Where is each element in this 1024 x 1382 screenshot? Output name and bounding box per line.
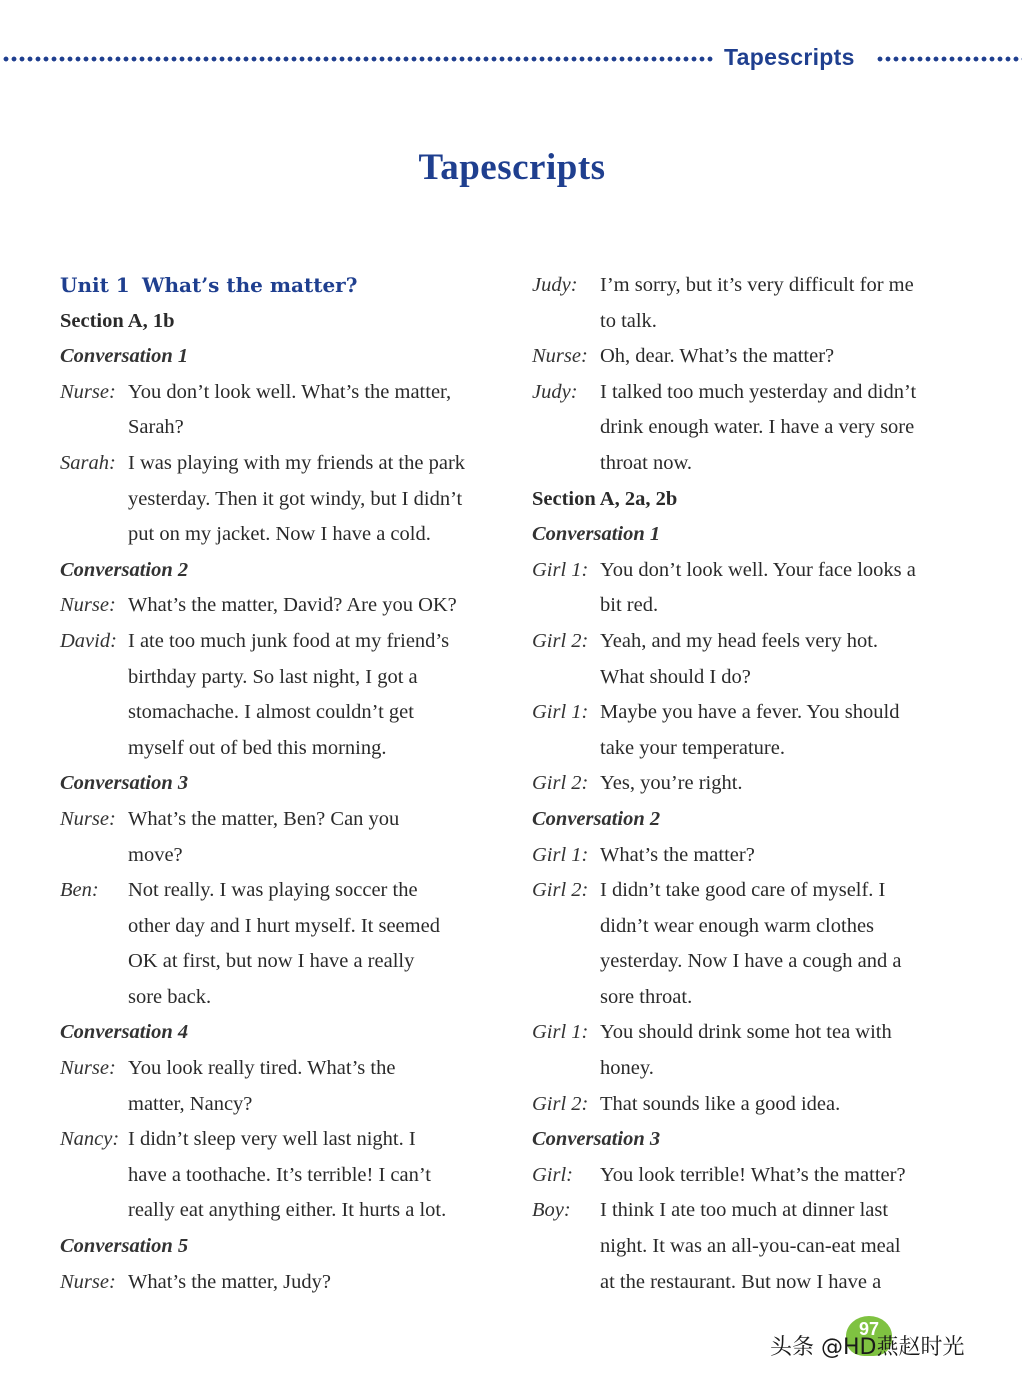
- left-column: [60, 268, 520, 1300]
- running-header: [0, 44, 1024, 74]
- speaker-label: Girl 1:: [532, 558, 589, 581]
- right-column: [532, 268, 992, 1300]
- dialogue-line: [532, 1158, 992, 1194]
- dialogue-continuation: at the restaurant. But now I have a: [600, 1270, 882, 1293]
- dialogue-text: You should drink some hot tea with: [600, 1021, 892, 1044]
- dialogue-text: I talked too much yesterday and didn’t: [600, 380, 917, 403]
- dialogue-continuation: yesterday. Now I have a cough and a: [600, 950, 902, 973]
- dialogue-continuation: honey.: [600, 1057, 654, 1080]
- conversation-heading: Conversation 3: [532, 1128, 661, 1151]
- dialogue-line: [60, 1122, 520, 1158]
- dialogue-line: [532, 624, 992, 660]
- dialogue-continuation: What should I do?: [600, 665, 751, 688]
- section-heading: Section A, 2a, 2b: [532, 487, 678, 510]
- conversation-heading: Conversation 2: [532, 807, 661, 830]
- dialogue-line: [60, 873, 520, 909]
- dialogue-line: [532, 1015, 992, 1051]
- dialogue-text: What’s the matter, Judy?: [128, 1270, 331, 1293]
- dialogue-continuation: drink enough water. I have a very sore: [600, 416, 915, 439]
- conversation-heading: Conversation 1: [60, 345, 189, 368]
- dialogue-line: [532, 838, 992, 874]
- speaker-label: Judy:: [532, 274, 578, 296]
- dialogue-continuation: myself out of bed this morning.: [128, 736, 387, 759]
- speaker-label: Nancy:: [60, 1128, 120, 1151]
- speaker-label: Girl 1:: [532, 701, 589, 724]
- conversation-heading: Conversation 4: [60, 1021, 189, 1044]
- dialogue-line: [60, 624, 520, 660]
- dialogue-text: I was playing with my friends at the park: [128, 451, 466, 474]
- dialogue-line: [532, 1087, 992, 1123]
- unit-heading: [60, 268, 520, 304]
- dialogue-line: [60, 588, 520, 624]
- dialogue-continuation: Sarah?: [128, 416, 184, 439]
- dialogue-text: Oh, dear. What’s the matter?: [600, 345, 835, 368]
- dialogue-continuation: didn’t wear enough warm clothes: [600, 914, 875, 937]
- speaker-label: Sarah:: [60, 451, 116, 474]
- dialogue-line: [532, 375, 992, 411]
- speaker-label: Nurse:: [532, 345, 588, 368]
- speaker-label: Boy:: [532, 1199, 571, 1222]
- dialogue-continuation: to talk.: [600, 309, 657, 332]
- speaker-label: Nurse:: [60, 380, 116, 403]
- dialogue-text: I ate too much junk food at my friend’s: [128, 629, 450, 652]
- conversation-heading: Conversation 5: [60, 1235, 189, 1258]
- dialogue-continuation: stomachache. I almost couldn’t get: [128, 701, 414, 724]
- dialogue-text: I didn’t take good care of myself. I: [600, 879, 886, 902]
- dialogue-line: [60, 1051, 520, 1087]
- conversation-heading: Conversation 1: [532, 523, 661, 546]
- dialogue-continuation: have a toothache. It’s terrible! I can’t: [128, 1163, 431, 1186]
- dialogue-line: [60, 375, 520, 411]
- dialogue-text: I’m sorry, but it’s very difficult for me: [600, 274, 914, 296]
- speaker-label: Nurse:: [60, 1270, 116, 1293]
- speaker-label: Girl 1:: [532, 1021, 589, 1044]
- dialogue-text: Yes, you’re right.: [600, 772, 743, 795]
- dialogue-continuation: birthday party. So last night, I got a: [128, 665, 418, 688]
- dialogue-line: [60, 1265, 520, 1301]
- dialogue-line: [532, 553, 992, 589]
- unit-title: What’s the matter?: [142, 273, 358, 297]
- dialogue-continuation: matter, Nancy?: [128, 1092, 253, 1115]
- page-title: Tapescripts: [418, 147, 606, 188]
- dialogue-text: You look terrible! What’s the matter?: [600, 1163, 906, 1186]
- dialogue-text: You look really tired. What’s the: [128, 1057, 396, 1080]
- dialogue-text: I didn’t sleep very well last night. I: [128, 1128, 416, 1151]
- dialogue-text: What’s the matter, Ben? Can you: [128, 807, 400, 830]
- dialogue-line: [60, 802, 520, 838]
- speaker-label: Girl 2:: [532, 879, 589, 902]
- dialogue-line: [532, 1193, 992, 1229]
- dialogue-continuation: other day and I hurt myself. It seemed: [128, 914, 440, 937]
- unit-number: Unit 1: [60, 273, 130, 297]
- speaker-label: Girl:: [532, 1163, 573, 1186]
- dialogue-continuation: throat now.: [600, 451, 693, 474]
- dialogue-continuation: take your temperature.: [600, 736, 785, 759]
- dialogue-text: I think I ate too much at dinner last: [600, 1199, 889, 1222]
- dialogue-continuation: sore throat.: [600, 985, 693, 1008]
- dialogue-line: [532, 766, 992, 802]
- watermark: 头条 @HD燕赵时光: [770, 1335, 965, 1360]
- dialogue-continuation: move?: [128, 843, 183, 866]
- dialogue-line: [60, 446, 520, 482]
- speaker-label: Girl 2:: [532, 772, 589, 795]
- header-title: Tapescripts: [724, 44, 855, 70]
- dialogue-text: You don’t look well. Your face looks a: [600, 558, 916, 581]
- speaker-label: David:: [60, 629, 117, 652]
- dialogue-continuation: bit red.: [600, 594, 659, 617]
- conversation-heading: Conversation 2: [60, 558, 189, 581]
- dialogue-continuation: really eat anything either. It hurts a lot.: [128, 1199, 447, 1222]
- page-number-badge: 97: [846, 1316, 892, 1356]
- dialogue-text: Yeah, and my head feels very hot.: [600, 629, 879, 652]
- dialogue-line: [532, 695, 992, 731]
- speaker-label: Girl 2:: [532, 629, 589, 652]
- dialogue-line: [532, 873, 992, 909]
- section-heading: Section A, 1b: [60, 309, 175, 332]
- dialogue-text: Not really. I was playing soccer the: [128, 879, 418, 902]
- dialogue-text: What’s the matter, David? Are you OK?: [128, 594, 457, 617]
- dialogue-line: [532, 339, 992, 375]
- speaker-label: Ben:: [60, 879, 99, 902]
- speaker-label: Judy:: [532, 380, 578, 403]
- speaker-label: Nurse:: [60, 594, 116, 617]
- speaker-label: Nurse:: [60, 1057, 116, 1080]
- dialogue-continuation: put on my jacket. Now I have a cold.: [128, 523, 431, 546]
- dialogue-continuation: yesterday. Then it got windy, but I didn’t: [128, 487, 463, 510]
- speaker-label: Girl 2:: [532, 1092, 589, 1115]
- speaker-label: Girl 1:: [532, 843, 589, 866]
- conversation-heading: Conversation 3: [60, 772, 189, 795]
- dialogue-text: That sounds like a good idea.: [600, 1092, 841, 1115]
- speaker-label: Nurse:: [60, 807, 116, 830]
- dialogue-continuation: OK at first, but now I have a really: [128, 950, 415, 973]
- dialogue-line: [532, 268, 992, 304]
- dialogue-text: You don’t look well. What’s the matter,: [128, 380, 452, 403]
- dialogue-text: What’s the matter?: [600, 843, 755, 866]
- header-dotted-rule-left: [2, 56, 714, 62]
- dialogue-continuation: night. It was an all-you-can-eat meal: [600, 1235, 901, 1258]
- dialogue-continuation: sore back.: [128, 985, 212, 1008]
- header-dotted-rule-right: [876, 56, 1022, 62]
- dialogue-text: Maybe you have a fever. You should: [600, 701, 900, 724]
